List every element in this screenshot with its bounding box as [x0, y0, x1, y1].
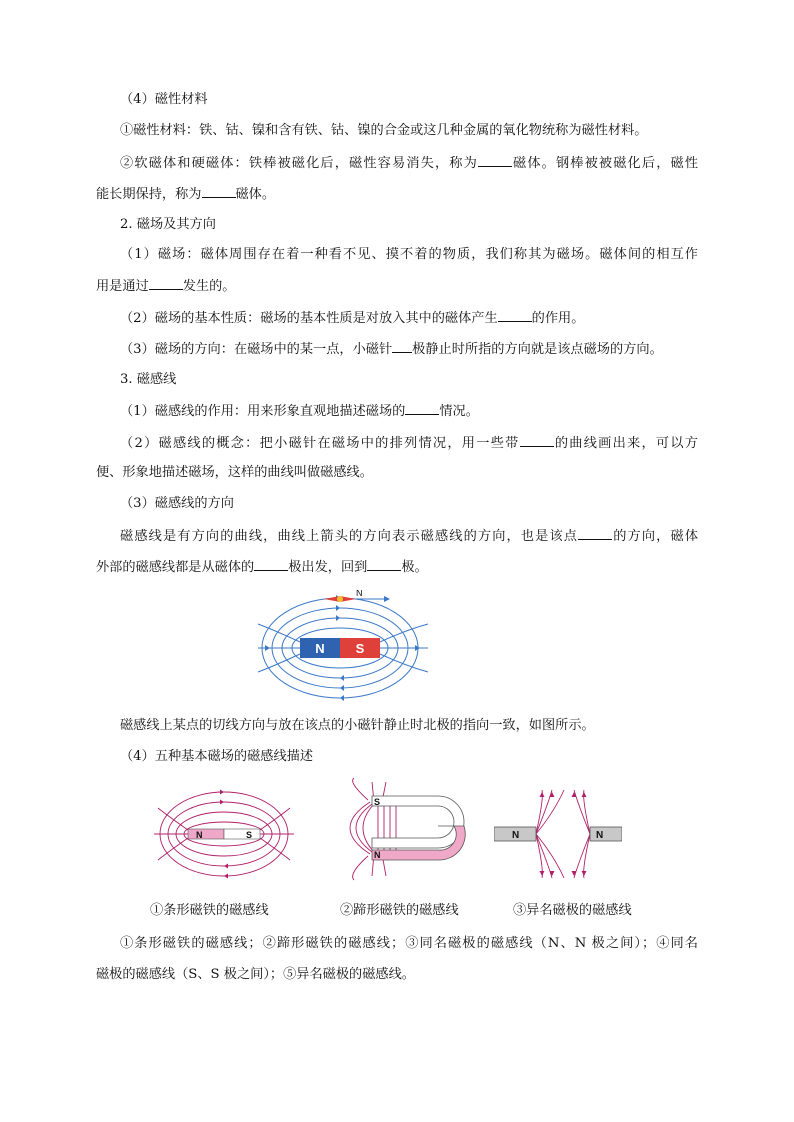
arrow-icon — [220, 800, 224, 805]
text: 能长期保持，称为 — [96, 187, 202, 202]
text: 极出发，回到 — [288, 560, 368, 575]
fill-blank[interactable] — [478, 153, 512, 167]
horseshoe-magnet-body — [372, 796, 464, 848]
fill-blank[interactable] — [202, 184, 236, 198]
arrow-icon — [220, 790, 224, 795]
field-line — [353, 778, 368, 800]
paragraph-field-property — [120, 308, 698, 329]
compass-pivot — [337, 596, 343, 602]
paragraph-lines-concept-line2: 便、形象地描述磁场，这样的曲线叫做磁感线。 — [96, 465, 373, 480]
field-line — [158, 808, 188, 830]
arrow-icon — [540, 792, 545, 797]
arrow-icon — [340, 675, 344, 681]
south-pole-label: S — [355, 641, 365, 656]
arrow-icon — [340, 695, 344, 701]
field-line — [260, 838, 290, 860]
text: 的曲线画出来，可以方 — [553, 436, 698, 451]
right-pole-label: N — [596, 830, 604, 841]
arrow-icon — [336, 605, 340, 611]
paragraph-summary-line1: ①条形磁铁的磁感线；②蹄形磁铁的磁感线；③同名磁极的磁感线（N、N 极之间）；④同名 — [120, 936, 698, 951]
paragraph-tangent-direction: 磁感线上某点的切线方向与放在该点的小磁针静止时北极的指向一致，如图所示。 — [120, 718, 595, 733]
text: 极静止时所指的方向就是该点磁场的方向。 — [412, 342, 663, 357]
paragraph-soft-hard-magnets-line2 — [96, 184, 698, 205]
heading-magnetic-field: 2. 磁场及其方向 — [120, 217, 216, 232]
text: 外部的磁感线都是从磁体的 — [96, 560, 255, 575]
text: 的方向，磁体 — [612, 529, 699, 544]
paragraph-lines-concept-line1 — [120, 433, 698, 454]
arrow-icon — [582, 792, 587, 797]
field-line — [380, 624, 428, 642]
fill-blank[interactable] — [392, 339, 412, 353]
arrow-icon — [224, 864, 228, 869]
arrow-icon — [336, 615, 340, 621]
text: 发生的。 — [182, 279, 236, 294]
paragraph-lines-purpose — [120, 401, 698, 422]
arrow-icon — [224, 874, 228, 879]
section-title-magnetic-materials: （4）磁性材料 — [120, 92, 208, 107]
bar-magnet-figure — [150, 786, 298, 880]
text: 磁体。 — [235, 187, 276, 202]
left-pole-label: N — [512, 830, 520, 841]
heading-field-lines: 3. 磁感线 — [120, 372, 177, 387]
field-line — [353, 856, 368, 880]
needle-north-label: N — [356, 590, 363, 598]
north-pole-label: N — [374, 850, 381, 860]
north-pole-label: N — [196, 830, 203, 840]
field-line — [350, 802, 370, 854]
text: （2）磁感线的概念：把小磁针在磁场中的排列情况，用一些带 — [120, 436, 520, 451]
bar-magnet-north — [188, 829, 224, 839]
field-line — [380, 654, 428, 672]
subheading-lines-direction: （3）磁感线的方向 — [120, 496, 234, 511]
arrow-icon — [384, 596, 390, 602]
opposite-poles-figure — [494, 788, 622, 880]
north-pole-label: N — [315, 641, 325, 656]
field-line — [258, 654, 300, 672]
text: （2）磁场的基本性质：磁场的基本性质是对放入其中的磁体产生 — [120, 311, 498, 326]
paragraph-direction-line2 — [96, 557, 698, 578]
arrow-icon — [265, 645, 270, 651]
caption-bar-magnet: ①条形磁铁的磁感线 — [150, 903, 269, 918]
bar-magnet-south — [224, 829, 260, 839]
caption-opposite-poles: ③异名磁极的磁感线 — [513, 903, 632, 918]
arrow-icon — [582, 871, 587, 876]
text: 的作用。 — [531, 311, 585, 326]
text: 磁体。钢棒被被磁化后，磁性 — [511, 156, 699, 171]
horseshoe-magnet-figure — [338, 776, 468, 882]
paragraph-magnetic-materials: ①磁性材料：铁、钴、镍和含有铁、钴、镍的合金或这几种金属的氧化物统称为磁性材料。 — [120, 123, 648, 138]
text: 极。 — [401, 560, 428, 575]
right-magnet — [590, 827, 622, 841]
paragraph-field-direction — [120, 339, 698, 360]
paragraph-summary-line2: 磁极的磁感线（S、S 极之间）；⑤异名磁极的磁感线。 — [96, 967, 415, 982]
paragraph-direction-line1 — [120, 526, 698, 547]
fill-blank[interactable] — [405, 401, 439, 415]
field-line — [158, 838, 188, 860]
arrow-icon — [540, 871, 545, 876]
paragraph-field-line1: （1）磁场：磁体周围存在着一种看不见、摸不着的物质，我们称其为磁场。磁体间的相互作 — [120, 247, 698, 262]
fill-blank[interactable] — [367, 557, 401, 571]
text: （3）磁场的方向：在磁场中的某一点，小磁针 — [120, 342, 393, 357]
fill-blank[interactable] — [498, 308, 532, 322]
subheading-five-fields: （4）五种基本磁场的磁感线描述 — [120, 749, 314, 764]
arrow-icon — [340, 685, 344, 691]
fill-blank[interactable] — [149, 276, 183, 290]
south-pole-label: S — [246, 830, 253, 840]
field-line — [260, 808, 290, 830]
fill-blank[interactable] — [578, 526, 612, 540]
text: 磁感线是有方向的曲线，曲线上箭头的方向表示磁感线的方向，也是该点 — [120, 529, 579, 544]
bar-magnet-field-figure — [252, 590, 434, 702]
fill-blank[interactable] — [520, 433, 554, 447]
text: ②软磁体和硬磁体：铁棒被磁化后，磁性容易消失，称为 — [120, 156, 478, 171]
fill-blank[interactable] — [254, 557, 288, 571]
text: 用是通过 — [96, 279, 149, 294]
paragraph-soft-hard-magnets-line1 — [120, 153, 698, 174]
paragraph-field-line2 — [96, 276, 698, 297]
text: （1）磁感线的作用：用来形象直观地描述磁场的 — [120, 404, 406, 419]
text: 情况。 — [439, 404, 479, 419]
south-pole-label: S — [374, 797, 381, 807]
caption-horseshoe-magnet: ②蹄形磁铁的磁感线 — [340, 903, 459, 918]
field-line — [258, 624, 300, 642]
